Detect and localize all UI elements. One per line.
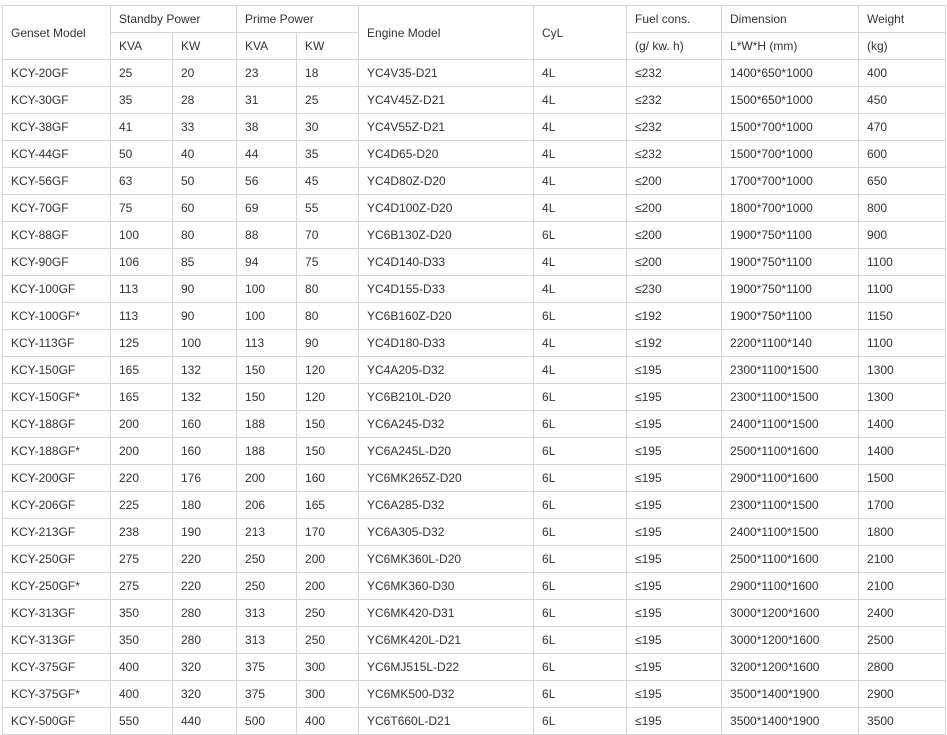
cell-dimension: 1500*650*1000 — [722, 87, 859, 114]
cell-cyl: 4L — [534, 195, 627, 222]
cell-fuel-cons: ≤195 — [627, 600, 722, 627]
cell-dimension: 1700*700*1000 — [722, 168, 859, 195]
cell-prime-kw: 55 — [297, 195, 359, 222]
cell-cyl: 6L — [534, 681, 627, 708]
cell-engine-model: YC6MJ515L-D22 — [359, 654, 534, 681]
header-dimension-unit: L*W*H (mm) — [722, 33, 859, 60]
cell-fuel-cons: ≤195 — [627, 708, 722, 735]
cell-prime-kw: 25 — [297, 87, 359, 114]
cell-engine-model: YC6MK500-D32 — [359, 681, 534, 708]
cell-cyl: 6L — [534, 303, 627, 330]
cell-genset-model: KCY-88GF — [3, 222, 111, 249]
cell-fuel-cons: ≤195 — [627, 465, 722, 492]
cell-dimension: 2900*1100*1600 — [722, 465, 859, 492]
table-row — [3, 627, 946, 654]
cell-cyl: 6L — [534, 222, 627, 249]
table-row — [3, 438, 946, 465]
cell-fuel-cons: ≤192 — [627, 330, 722, 357]
header-fuel-cons: Fuel cons. — [627, 6, 722, 33]
cell-fuel-cons: ≤195 — [627, 411, 722, 438]
cell-prime-kva: 500 — [237, 708, 297, 735]
cell-prime-kw: 200 — [297, 546, 359, 573]
cell-prime-kva: 69 — [237, 195, 297, 222]
cell-weight: 900 — [859, 222, 946, 249]
cell-engine-model: YC4D65-D20 — [359, 141, 534, 168]
cell-engine-model: YC6MK360L-D20 — [359, 546, 534, 573]
cell-standby-kva: 200 — [111, 411, 173, 438]
cell-prime-kw: 150 — [297, 438, 359, 465]
cell-weight: 1100 — [859, 276, 946, 303]
cell-weight: 1400 — [859, 438, 946, 465]
cell-standby-kw: 280 — [173, 600, 237, 627]
cell-genset-model: KCY-30GF — [3, 87, 111, 114]
cell-genset-model: KCY-500GF — [3, 708, 111, 735]
table-row — [3, 573, 946, 600]
table-row — [3, 681, 946, 708]
table-row — [3, 384, 946, 411]
cell-dimension: 1500*700*1000 — [722, 141, 859, 168]
cell-standby-kw: 90 — [173, 303, 237, 330]
cell-prime-kva: 188 — [237, 411, 297, 438]
cell-standby-kw: 60 — [173, 195, 237, 222]
cell-standby-kw: 33 — [173, 114, 237, 141]
cell-standby-kva: 125 — [111, 330, 173, 357]
table-row — [3, 465, 946, 492]
cell-cyl: 6L — [534, 411, 627, 438]
cell-standby-kva: 25 — [111, 60, 173, 87]
cell-cyl: 6L — [534, 600, 627, 627]
cell-dimension: 2300*1100*1500 — [722, 357, 859, 384]
cell-prime-kva: 44 — [237, 141, 297, 168]
cell-standby-kw: 180 — [173, 492, 237, 519]
table-row — [3, 60, 946, 87]
cell-standby-kw: 90 — [173, 276, 237, 303]
cell-dimension: 3000*1200*1600 — [722, 627, 859, 654]
cell-cyl: 4L — [534, 60, 627, 87]
cell-engine-model: YC6A285-D32 — [359, 492, 534, 519]
cell-prime-kva: 250 — [237, 546, 297, 573]
cell-cyl: 4L — [534, 168, 627, 195]
cell-fuel-cons: ≤230 — [627, 276, 722, 303]
cell-standby-kw: 28 — [173, 87, 237, 114]
cell-fuel-cons: ≤200 — [627, 195, 722, 222]
cell-cyl: 6L — [534, 465, 627, 492]
cell-prime-kva: 100 — [237, 303, 297, 330]
cell-cyl: 6L — [534, 492, 627, 519]
cell-fuel-cons: ≤200 — [627, 222, 722, 249]
cell-genset-model: KCY-313GF — [3, 627, 111, 654]
cell-standby-kw: 440 — [173, 708, 237, 735]
cell-dimension: 1500*700*1000 — [722, 114, 859, 141]
cell-dimension: 2400*1100*1500 — [722, 519, 859, 546]
table-row — [3, 303, 946, 330]
cell-engine-model: YC4V45Z-D21 — [359, 87, 534, 114]
cell-dimension: 2300*1100*1500 — [722, 384, 859, 411]
cell-engine-model: YC6A305-D32 — [359, 519, 534, 546]
cell-fuel-cons: ≤195 — [627, 573, 722, 600]
cell-dimension: 3200*1200*1600 — [722, 654, 859, 681]
cell-fuel-cons: ≤195 — [627, 681, 722, 708]
cell-standby-kw: 320 — [173, 654, 237, 681]
cell-prime-kva: 200 — [237, 465, 297, 492]
header-dimension: Dimension — [722, 6, 859, 33]
cell-genset-model: KCY-56GF — [3, 168, 111, 195]
cell-dimension: 2300*1100*1500 — [722, 492, 859, 519]
cell-engine-model: YC4D140-D33 — [359, 249, 534, 276]
cell-prime-kw: 160 — [297, 465, 359, 492]
cell-standby-kw: 40 — [173, 141, 237, 168]
cell-engine-model: YC4D180-D33 — [359, 330, 534, 357]
cell-prime-kw: 70 — [297, 222, 359, 249]
cell-dimension: 1900*750*1100 — [722, 222, 859, 249]
cell-engine-model: YC4A205-D32 — [359, 357, 534, 384]
cell-genset-model: KCY-375GF — [3, 654, 111, 681]
table-row — [3, 195, 946, 222]
table-row — [3, 519, 946, 546]
header-cyl: CyL — [534, 6, 627, 60]
cell-genset-model: KCY-113GF — [3, 330, 111, 357]
cell-standby-kw: 100 — [173, 330, 237, 357]
cell-weight: 2500 — [859, 627, 946, 654]
cell-genset-model: KCY-313GF — [3, 600, 111, 627]
header-fuel-cons-unit: (g/ kw. h) — [627, 33, 722, 60]
cell-genset-model: KCY-38GF — [3, 114, 111, 141]
cell-fuel-cons: ≤232 — [627, 114, 722, 141]
table-row — [3, 249, 946, 276]
cell-standby-kw: 50 — [173, 168, 237, 195]
cell-genset-model: KCY-250GF — [3, 546, 111, 573]
cell-standby-kva: 350 — [111, 627, 173, 654]
cell-engine-model: YC6B160Z-D20 — [359, 303, 534, 330]
cell-weight: 1150 — [859, 303, 946, 330]
cell-prime-kw: 165 — [297, 492, 359, 519]
cell-engine-model: YC6MK360-D30 — [359, 573, 534, 600]
cell-dimension: 1800*700*1000 — [722, 195, 859, 222]
cell-weight: 1300 — [859, 357, 946, 384]
cell-prime-kw: 120 — [297, 384, 359, 411]
cell-engine-model: YC6MK420L-D21 — [359, 627, 534, 654]
cell-fuel-cons: ≤195 — [627, 438, 722, 465]
cell-fuel-cons: ≤200 — [627, 249, 722, 276]
cell-standby-kva: 225 — [111, 492, 173, 519]
cell-prime-kw: 200 — [297, 573, 359, 600]
cell-prime-kva: 313 — [237, 600, 297, 627]
cell-fuel-cons: ≤195 — [627, 546, 722, 573]
cell-prime-kw: 18 — [297, 60, 359, 87]
cell-cyl: 4L — [534, 141, 627, 168]
cell-weight: 470 — [859, 114, 946, 141]
header-standby-kva: KVA — [111, 33, 173, 60]
cell-prime-kw: 35 — [297, 141, 359, 168]
cell-cyl: 4L — [534, 357, 627, 384]
cell-standby-kva: 165 — [111, 357, 173, 384]
cell-prime-kva: 113 — [237, 330, 297, 357]
cell-prime-kw: 30 — [297, 114, 359, 141]
cell-fuel-cons: ≤232 — [627, 60, 722, 87]
cell-weight: 1800 — [859, 519, 946, 546]
cell-prime-kw: 75 — [297, 249, 359, 276]
cell-dimension: 2200*1100*140 — [722, 330, 859, 357]
cell-prime-kva: 150 — [237, 357, 297, 384]
cell-cyl: 6L — [534, 573, 627, 600]
cell-engine-model: YC6A245-D32 — [359, 411, 534, 438]
cell-prime-kw: 90 — [297, 330, 359, 357]
header-prime-kva: KVA — [237, 33, 297, 60]
cell-dimension: 1900*750*1100 — [722, 276, 859, 303]
table-row — [3, 654, 946, 681]
cell-engine-model: YC6A245L-D20 — [359, 438, 534, 465]
cell-cyl: 6L — [534, 546, 627, 573]
cell-prime-kva: 31 — [237, 87, 297, 114]
cell-weight: 400 — [859, 60, 946, 87]
cell-prime-kw: 250 — [297, 627, 359, 654]
cell-standby-kva: 400 — [111, 681, 173, 708]
cell-weight: 2800 — [859, 654, 946, 681]
table-header — [3, 6, 946, 60]
cell-engine-model: YC6MK265Z-D20 — [359, 465, 534, 492]
cell-standby-kva: 275 — [111, 546, 173, 573]
cell-prime-kva: 88 — [237, 222, 297, 249]
cell-prime-kw: 170 — [297, 519, 359, 546]
cell-standby-kw: 220 — [173, 573, 237, 600]
cell-prime-kw: 300 — [297, 654, 359, 681]
cell-engine-model: YC4V35-D21 — [359, 60, 534, 87]
cell-fuel-cons: ≤195 — [627, 357, 722, 384]
cell-fuel-cons: ≤195 — [627, 519, 722, 546]
header-prime-kw: KW — [297, 33, 359, 60]
cell-cyl: 6L — [534, 654, 627, 681]
cell-standby-kw: 320 — [173, 681, 237, 708]
cell-standby-kva: 106 — [111, 249, 173, 276]
cell-weight: 1300 — [859, 384, 946, 411]
cell-standby-kva: 50 — [111, 141, 173, 168]
cell-standby-kva: 63 — [111, 168, 173, 195]
cell-standby-kva: 41 — [111, 114, 173, 141]
cell-standby-kw: 176 — [173, 465, 237, 492]
cell-engine-model: YC4D80Z-D20 — [359, 168, 534, 195]
header-prime-power: Prime Power — [237, 6, 359, 33]
cell-standby-kva: 238 — [111, 519, 173, 546]
cell-prime-kw: 80 — [297, 303, 359, 330]
cell-cyl: 6L — [534, 627, 627, 654]
header-weight: Weight — [859, 6, 946, 33]
cell-engine-model: YC4D155-D33 — [359, 276, 534, 303]
cell-weight: 650 — [859, 168, 946, 195]
cell-prime-kva: 38 — [237, 114, 297, 141]
table-row — [3, 114, 946, 141]
cell-fuel-cons: ≤192 — [627, 303, 722, 330]
cell-cyl: 4L — [534, 276, 627, 303]
header-standby-kw: KW — [173, 33, 237, 60]
table-row — [3, 168, 946, 195]
cell-standby-kva: 220 — [111, 465, 173, 492]
cell-dimension: 1400*650*1000 — [722, 60, 859, 87]
cell-prime-kw: 250 — [297, 600, 359, 627]
cell-engine-model: YC6T660L-D21 — [359, 708, 534, 735]
table-row — [3, 411, 946, 438]
cell-dimension: 3500*1400*1900 — [722, 681, 859, 708]
cell-fuel-cons: ≤195 — [627, 384, 722, 411]
cell-genset-model: KCY-213GF — [3, 519, 111, 546]
cell-standby-kva: 100 — [111, 222, 173, 249]
cell-fuel-cons: ≤195 — [627, 627, 722, 654]
cell-genset-model: KCY-100GF — [3, 276, 111, 303]
cell-standby-kw: 190 — [173, 519, 237, 546]
table-row — [3, 141, 946, 168]
cell-dimension: 2500*1100*1600 — [722, 438, 859, 465]
cell-dimension: 1900*750*1100 — [722, 249, 859, 276]
cell-standby-kva: 350 — [111, 600, 173, 627]
cell-standby-kva: 200 — [111, 438, 173, 465]
cell-standby-kw: 220 — [173, 546, 237, 573]
cell-cyl: 6L — [534, 384, 627, 411]
cell-cyl: 6L — [534, 438, 627, 465]
cell-weight: 2100 — [859, 573, 946, 600]
cell-genset-model: KCY-200GF — [3, 465, 111, 492]
cell-weight: 1500 — [859, 465, 946, 492]
table-row — [3, 492, 946, 519]
cell-prime-kva: 23 — [237, 60, 297, 87]
cell-genset-model: KCY-100GF* — [3, 303, 111, 330]
cell-prime-kva: 313 — [237, 627, 297, 654]
cell-weight: 2100 — [859, 546, 946, 573]
cell-genset-model: KCY-90GF — [3, 249, 111, 276]
table-body — [3, 60, 946, 735]
cell-prime-kw: 80 — [297, 276, 359, 303]
cell-prime-kva: 94 — [237, 249, 297, 276]
cell-cyl: 4L — [534, 249, 627, 276]
cell-standby-kva: 113 — [111, 276, 173, 303]
table-row — [3, 87, 946, 114]
cell-fuel-cons: ≤200 — [627, 168, 722, 195]
cell-weight: 2900 — [859, 681, 946, 708]
cell-standby-kw: 160 — [173, 411, 237, 438]
cell-prime-kw: 120 — [297, 357, 359, 384]
cell-engine-model: YC6B130Z-D20 — [359, 222, 534, 249]
cell-fuel-cons: ≤195 — [627, 492, 722, 519]
cell-genset-model: KCY-70GF — [3, 195, 111, 222]
cell-engine-model: YC6B210L-D20 — [359, 384, 534, 411]
cell-standby-kw: 280 — [173, 627, 237, 654]
cell-cyl: 4L — [534, 330, 627, 357]
genset-spec-table — [2, 5, 946, 735]
cell-genset-model: KCY-188GF — [3, 411, 111, 438]
cell-dimension: 2400*1100*1500 — [722, 411, 859, 438]
cell-genset-model: KCY-375GF* — [3, 681, 111, 708]
cell-genset-model: KCY-150GF — [3, 357, 111, 384]
cell-standby-kva: 550 — [111, 708, 173, 735]
cell-cyl: 6L — [534, 519, 627, 546]
cell-standby-kw: 132 — [173, 384, 237, 411]
cell-engine-model: YC4V55Z-D21 — [359, 114, 534, 141]
cell-cyl: 6L — [534, 708, 627, 735]
cell-weight: 1100 — [859, 249, 946, 276]
table-row — [3, 330, 946, 357]
header-genset-model: Genset Model — [3, 6, 111, 60]
cell-dimension: 3500*1400*1900 — [722, 708, 859, 735]
cell-standby-kva: 113 — [111, 303, 173, 330]
cell-standby-kva: 35 — [111, 87, 173, 114]
cell-prime-kva: 100 — [237, 276, 297, 303]
cell-genset-model: KCY-150GF* — [3, 384, 111, 411]
cell-fuel-cons: ≤232 — [627, 141, 722, 168]
cell-weight: 800 — [859, 195, 946, 222]
table-row — [3, 357, 946, 384]
cell-prime-kw: 400 — [297, 708, 359, 735]
cell-weight: 450 — [859, 87, 946, 114]
cell-prime-kva: 56 — [237, 168, 297, 195]
cell-standby-kva: 275 — [111, 573, 173, 600]
cell-prime-kva: 375 — [237, 654, 297, 681]
cell-standby-kw: 20 — [173, 60, 237, 87]
cell-prime-kva: 150 — [237, 384, 297, 411]
cell-dimension: 1900*750*1100 — [722, 303, 859, 330]
cell-genset-model: KCY-250GF* — [3, 573, 111, 600]
cell-weight: 3500 — [859, 708, 946, 735]
cell-dimension: 2500*1100*1600 — [722, 546, 859, 573]
cell-standby-kw: 85 — [173, 249, 237, 276]
cell-dimension: 3000*1200*1600 — [722, 600, 859, 627]
cell-weight: 600 — [859, 141, 946, 168]
cell-fuel-cons: ≤195 — [627, 654, 722, 681]
cell-standby-kw: 80 — [173, 222, 237, 249]
cell-prime-kva: 188 — [237, 438, 297, 465]
table-row — [3, 600, 946, 627]
table-row — [3, 546, 946, 573]
header-weight-unit: (kg) — [859, 33, 946, 60]
table-row — [3, 222, 946, 249]
cell-standby-kw: 160 — [173, 438, 237, 465]
cell-weight: 1700 — [859, 492, 946, 519]
cell-prime-kw: 300 — [297, 681, 359, 708]
cell-dimension: 2900*1100*1600 — [722, 573, 859, 600]
cell-cyl: 4L — [534, 114, 627, 141]
cell-engine-model: YC6MK420-D31 — [359, 600, 534, 627]
cell-prime-kva: 206 — [237, 492, 297, 519]
cell-standby-kw: 132 — [173, 357, 237, 384]
table-row — [3, 276, 946, 303]
cell-genset-model: KCY-206GF — [3, 492, 111, 519]
cell-standby-kva: 165 — [111, 384, 173, 411]
cell-weight: 1100 — [859, 330, 946, 357]
header-standby-power: Standby Power — [111, 6, 237, 33]
cell-fuel-cons: ≤232 — [627, 87, 722, 114]
cell-standby-kva: 75 — [111, 195, 173, 222]
cell-weight: 1400 — [859, 411, 946, 438]
cell-prime-kva: 375 — [237, 681, 297, 708]
table-row — [3, 708, 946, 735]
cell-genset-model: KCY-188GF* — [3, 438, 111, 465]
cell-standby-kva: 400 — [111, 654, 173, 681]
header-row-1 — [3, 6, 946, 33]
cell-prime-kw: 45 — [297, 168, 359, 195]
cell-prime-kw: 150 — [297, 411, 359, 438]
header-engine-model: Engine Model — [359, 6, 534, 60]
cell-cyl: 4L — [534, 87, 627, 114]
cell-prime-kva: 213 — [237, 519, 297, 546]
cell-prime-kva: 250 — [237, 573, 297, 600]
cell-engine-model: YC4D100Z-D20 — [359, 195, 534, 222]
cell-genset-model: KCY-20GF — [3, 60, 111, 87]
cell-genset-model: KCY-44GF — [3, 141, 111, 168]
cell-weight: 2400 — [859, 600, 946, 627]
